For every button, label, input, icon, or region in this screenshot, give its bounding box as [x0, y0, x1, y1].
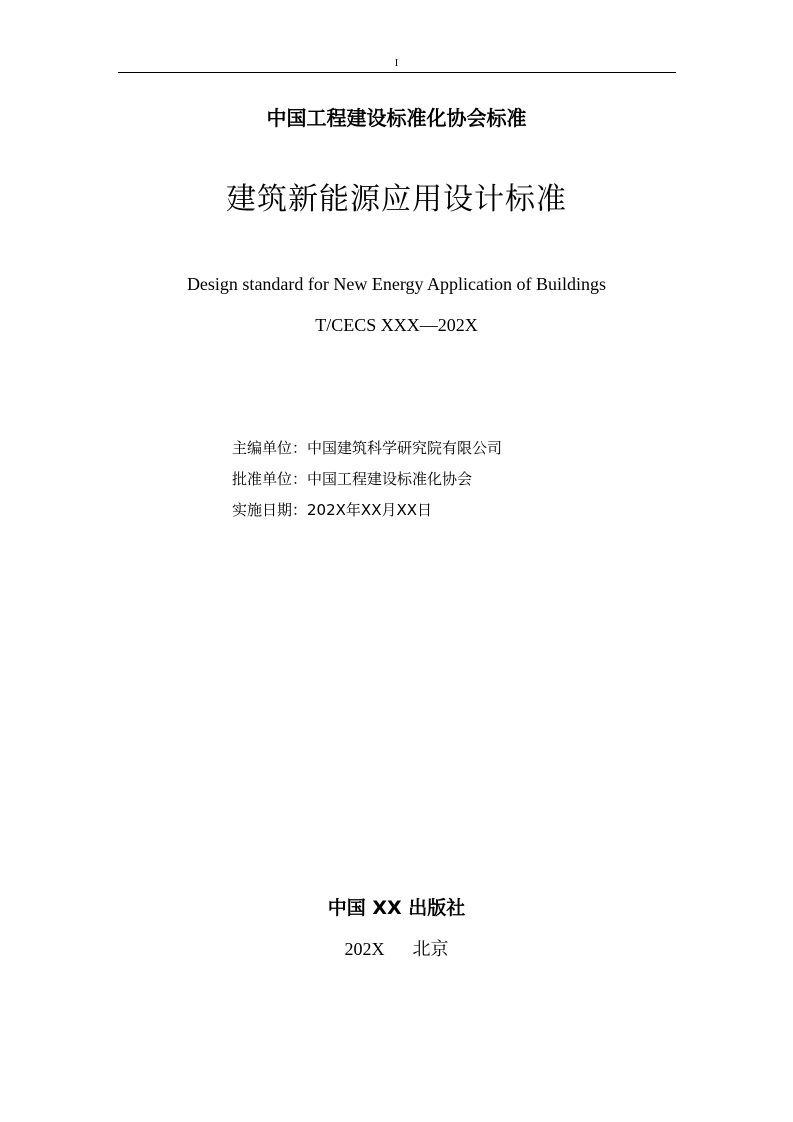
info-label: 批准单位：	[232, 470, 308, 488]
info-value: 202X年XX月XX日	[307, 501, 433, 519]
info-label: 实施日期：	[232, 501, 308, 519]
document-title-cn: 建筑新能源应用设计标准	[226, 182, 567, 217]
info-value: 中国工程建设标准化协会	[307, 470, 473, 488]
publication-line	[0, 936, 793, 963]
standard-code: T/CECS XXX—202X	[315, 315, 478, 335]
info-value: 中国建筑科学研究院有限公司	[307, 439, 503, 457]
info-label: 主编单位：	[232, 439, 308, 457]
publication-city: 北京	[412, 939, 449, 960]
header-page-mark: I	[394, 58, 399, 69]
header-rule	[118, 72, 676, 73]
publisher-name: 中国 XX 出版社	[327, 897, 466, 919]
publication-year: 202X	[344, 939, 385, 959]
info-block	[232, 433, 502, 526]
info-row-approver	[232, 464, 502, 495]
association-heading: 中国工程建设标准化协会标准	[266, 106, 527, 130]
document-title-en: Design standard for New Energy Application of Buildings	[186, 274, 607, 294]
info-row-effective-date	[232, 495, 502, 526]
info-row-editor	[232, 433, 502, 464]
